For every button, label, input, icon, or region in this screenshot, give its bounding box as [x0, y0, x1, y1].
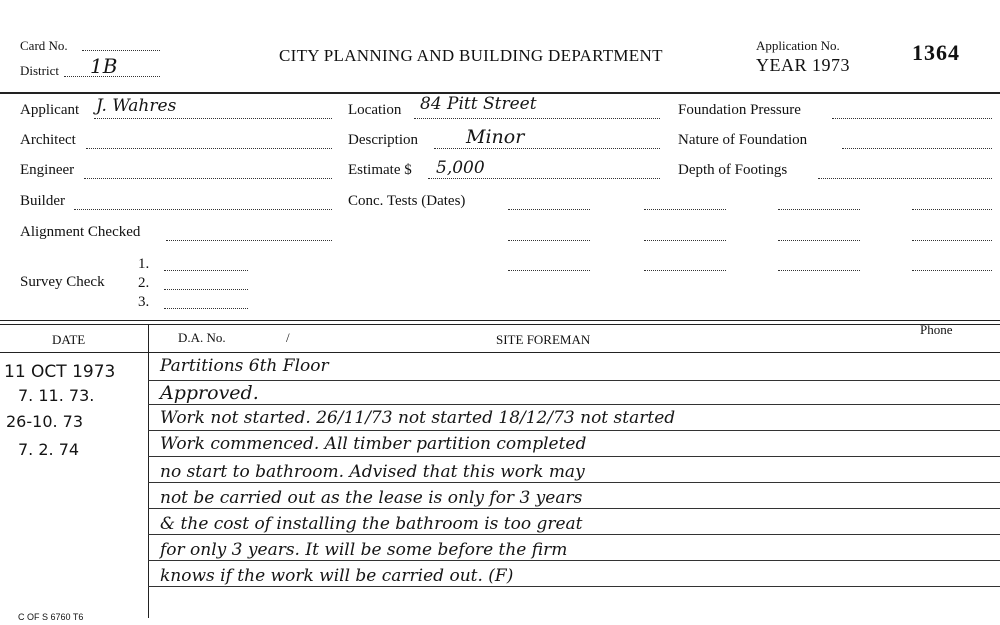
year-label: YEAR 1973 — [756, 55, 850, 75]
site-foreman-header: SITE FOREMAN — [496, 332, 591, 347]
da-no-header: D.A. No. — [178, 330, 226, 345]
district-value: 1B — [90, 54, 118, 78]
table-row-date: 26-10. 73 — [6, 412, 84, 431]
table-row-text: no start to bathroom. Advised that this work may — [160, 462, 585, 482]
description-label: Description — [348, 132, 418, 148]
conc-test-line — [508, 209, 590, 210]
estimate-line — [428, 178, 660, 179]
application-number: 1364 — [912, 40, 960, 65]
table-top-border — [0, 320, 1000, 321]
department-title: CITY PLANNING AND BUILDING DEPARTMENT — [279, 46, 663, 65]
form-code: C OF S 6760 T6 — [18, 612, 84, 622]
engineer-label: Engineer — [20, 162, 75, 178]
location-label: Location — [348, 102, 402, 118]
district-label: District — [20, 63, 59, 78]
foundation-pressure-label: Foundation Pressure — [678, 102, 801, 118]
table-row-text: Partitions 6th Floor — [160, 356, 329, 376]
conc-test-line — [912, 209, 992, 210]
conc-test-line — [912, 240, 992, 241]
table-row-text: knows if the work will be carried out. (F) — [160, 566, 514, 586]
survey-1-line — [164, 270, 248, 271]
ruled-line — [148, 430, 1000, 431]
table-header-divider — [0, 352, 1000, 353]
ruled-line — [148, 456, 1000, 457]
location-line — [414, 118, 660, 119]
table-row-date: 7. 2. 74 — [18, 440, 80, 459]
engineer-line — [84, 178, 332, 179]
conc-test-line — [778, 240, 860, 241]
conc-test-line — [778, 209, 860, 210]
applicant-line — [94, 118, 332, 119]
estimate-label: Estimate $ — [348, 162, 412, 178]
nature-of-foundation-label: Nature of Foundation — [678, 132, 808, 148]
conc-test-line — [508, 270, 590, 271]
depth-of-footings-label: Depth of Footings — [678, 162, 788, 178]
conc-test-line — [508, 240, 590, 241]
table-row-text: Work not started. 26/11/73 not started 18/12/73 not started — [160, 408, 676, 428]
conc-test-line — [778, 270, 860, 271]
location-value: 84 Pitt Street — [420, 94, 537, 114]
conc-tests-label: Conc. Tests (Dates) — [348, 193, 466, 209]
table-row-date: 11 OCT 1973 — [4, 362, 116, 382]
survey-2-label: 2. — [138, 275, 150, 291]
applicant-label: Applicant — [20, 102, 80, 118]
conc-test-line — [912, 270, 992, 271]
ruled-line — [148, 534, 1000, 535]
foundation-pressure-line — [832, 118, 992, 119]
alignment-label: Alignment Checked — [20, 224, 141, 240]
builder-line — [74, 209, 332, 210]
description-value: Minor — [466, 126, 525, 148]
ruled-line — [148, 508, 1000, 509]
da-no-slash: / — [286, 330, 290, 345]
card-no-line — [82, 50, 160, 51]
ruled-line — [148, 586, 1000, 587]
architect-line — [86, 148, 332, 149]
survey-1-label: 1. — [138, 256, 150, 272]
table-row-text: Work commenced. All timber partition completed — [160, 434, 587, 454]
phone-header: Phone — [920, 322, 953, 337]
alignment-line — [166, 240, 332, 241]
survey-2-line — [164, 289, 248, 290]
conc-test-line — [644, 209, 726, 210]
builder-label: Builder — [20, 193, 65, 209]
table-row-text: Approved. — [160, 382, 259, 404]
table-row-text: for only 3 years. It will be some before the firm — [160, 540, 568, 560]
applicant-value: J. Wahres — [96, 96, 177, 116]
table-row-text: & the cost of installing the bathroom is too great — [160, 514, 583, 534]
survey-label: Survey Check — [20, 274, 105, 290]
table-top-border-inner — [0, 324, 1000, 325]
survey-3-label: 3. — [138, 294, 150, 310]
conc-test-line — [644, 270, 726, 271]
date-column-divider — [148, 324, 149, 618]
ruled-line — [148, 482, 1000, 483]
architect-label: Architect — [20, 132, 76, 148]
description-line — [434, 148, 660, 149]
date-header: DATE — [52, 332, 86, 347]
estimate-value: 5,000 — [436, 158, 485, 178]
nature-of-foundation-line — [842, 148, 992, 149]
ruled-line — [148, 380, 1000, 381]
ruled-line — [148, 404, 1000, 405]
table-row-date: 7. 11. 73. — [18, 386, 95, 405]
table-row-text: not be carried out as the lease is only for 3 years — [160, 488, 583, 508]
card-no-label: Card No. — [20, 38, 68, 53]
application-no-label: Application No. — [756, 38, 840, 53]
conc-test-line — [644, 240, 726, 241]
depth-of-footings-line — [818, 178, 992, 179]
survey-3-line — [164, 308, 248, 309]
ruled-line — [148, 560, 1000, 561]
